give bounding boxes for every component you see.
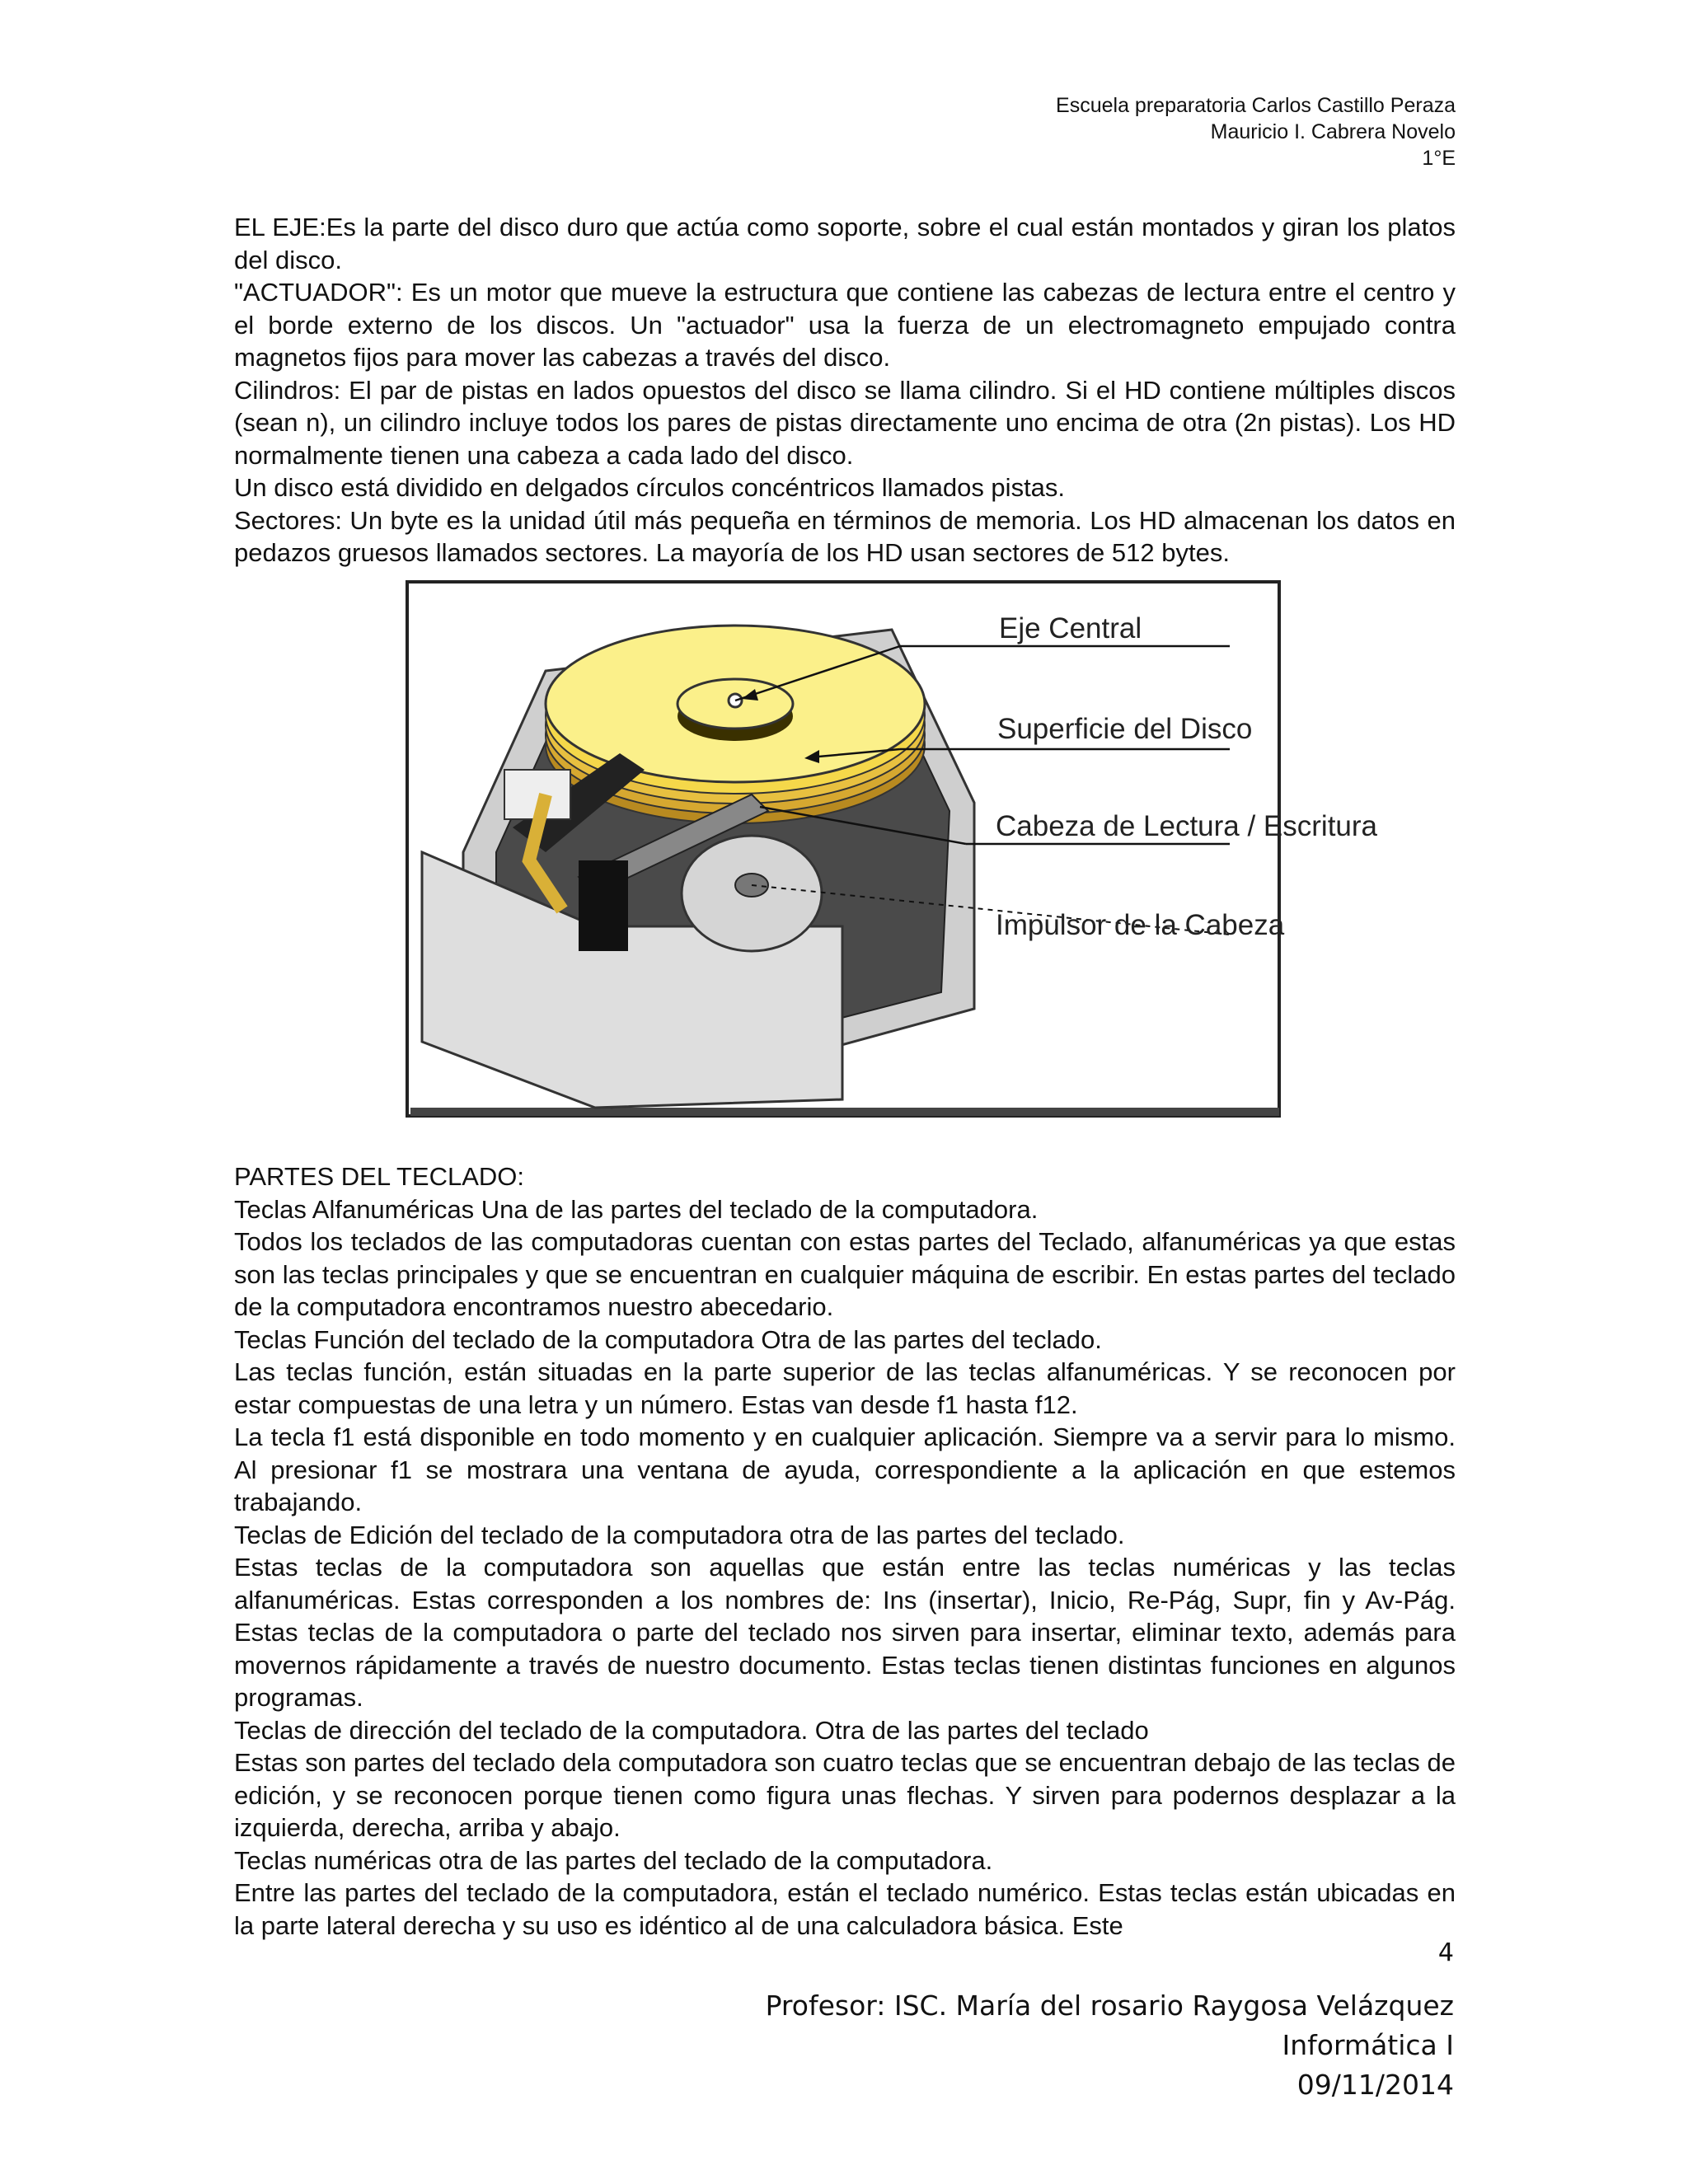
paragraph: Teclas de dirección del teclado de la computadora. Otra de las partes del teclado <box>234 1715 1149 1745</box>
teacher-name: Profesor: ISC. María del rosario Raygosa Velázquez <box>765 1990 1454 2022</box>
page-header <box>1056 92 1456 171</box>
label-eje-central: Eje Central <box>999 612 1142 644</box>
subject-name: Informática I <box>1282 2029 1454 2061</box>
paragraph-actuador: "ACTUADOR": Es un motor que mueve la estructura que contiene las cabezas de lectura entre el centro y el borde externo de los discos. Un "actuador" usa la fuerza de un electromagneto empujado contra magnetos fijos para mover las cabezas a través del disco. <box>234 278 1456 372</box>
paragraph: Estas teclas de la computadora son aquellas que están entre las teclas numéricas y las teclas alfanuméricas. Estas corresponden a los nombres de: Ins (insertar), Inicio, Re-Pág, Supr, fin y Av-Pág. Estas teclas de la computadora o parte del teclado nos sirven para insertar, eliminar texto, además para movernos rápidamente a través de nuestro documento. Estas teclas tienen distintas funciones en algunos programas. <box>234 1553 1456 1712</box>
paragraph-sectores: Sectores: Un byte es la unidad útil más pequeña en términos de memoria. Los HD almacenan los datos en pedazos gruesos llamados sectores. La mayoría de los HD usan sectores de 512 bytes. <box>234 505 1456 567</box>
paragraph: Entre las partes del teclado de la computadora, están el teclado numérico. Estas teclas están ubicadas en la parte lateral derecha y su uso es idéntico al de una calculadora básica. Este <box>234 1878 1456 1940</box>
paragraph: La tecla f1 está disponible en todo momento y en cualquier aplicación. Siempre va a servir para lo mismo. Al presionar f1 se mostrara una ventana de ayuda, correspondiente a la aplicación en que estemos trabajando. <box>234 1422 1456 1516</box>
paragraph-eje: EL EJE:Es la parte del disco duro que actúa como soporte, sobre el cual están montados y giran los platos del disco. <box>234 213 1456 274</box>
paragraph: Teclas Alfanuméricas Una de las partes del teclado de la computadora. <box>234 1194 1039 1224</box>
section-heading: PARTES DEL TECLADO: <box>234 1162 525 1191</box>
label-superficie-disco: Superficie del Disco <box>997 713 1253 745</box>
paragraph: Teclas Función del teclado de la computadora Otra de las partes del teclado. <box>234 1324 1102 1354</box>
paragraph: Teclas de Edición del teclado de la computadora otra de las partes del teclado. <box>234 1520 1125 1549</box>
body-text-top <box>234 211 1456 569</box>
label-impulsor-cabeza: Impulsor de la Cabeza <box>996 909 1285 941</box>
paragraph-pistas: Un disco está dividido en delgados círculos concéntricos llamados pistas. <box>234 473 1066 502</box>
paragraph: Las teclas función, están situadas en la parte superior de las teclas alfanuméricas. Y se reconocen por estar compuestas de una letra y un número. Estas van desde f1 hasta f12. <box>234 1357 1456 1419</box>
document-date: 09/11/2014 <box>1296 2069 1454 2101</box>
label-cabeza-lectura: Cabeza de Lectura / Escritura <box>996 810 1378 842</box>
group-label: 1°E <box>1422 147 1456 170</box>
paragraph: Todos los teclados de las computadoras cuentan con estas partes del Teclado, alfanuméricas ya que estas son las teclas principales y que se encuentran en cualquier máquina de escribir. En estas partes del teclado de la computadora encontramos nuestro abecedario. <box>234 1227 1456 1321</box>
page-footer <box>766 1986 1454 2105</box>
head-actuator <box>579 860 628 951</box>
school-name: Escuela preparatoria Carlos Castillo Peraza <box>1056 94 1456 117</box>
page-number: 4 <box>1437 1938 1454 1967</box>
hard-disk-diagram <box>406 580 1378 1119</box>
paragraph-cilindros: Cilindros: El par de pistas en lados opuestos del disco se llama cilindro. Si el HD contiene múltiples discos (sean n), un cilindro incluye todos los pares de pistas directamente uno encima de otra (2n pistas). Los HD normalmente tienen una cabeza a cada lado del disco. <box>234 375 1456 470</box>
body-text-bottom <box>234 1160 1456 1942</box>
student-name: Mauricio I. Cabrera Novelo <box>1210 120 1456 143</box>
paragraph: Estas son partes del teclado dela computadora son cuatro teclas que se encuentran debajo de las teclas de edición, y se reconocen porque tienen como figura unas flechas. Y sirven para podernos desplazar a la izquierda, derecha, arriba y abajo. <box>234 1748 1456 1842</box>
paragraph: Teclas numéricas otra de las partes del teclado de la computadora. <box>234 1845 993 1875</box>
